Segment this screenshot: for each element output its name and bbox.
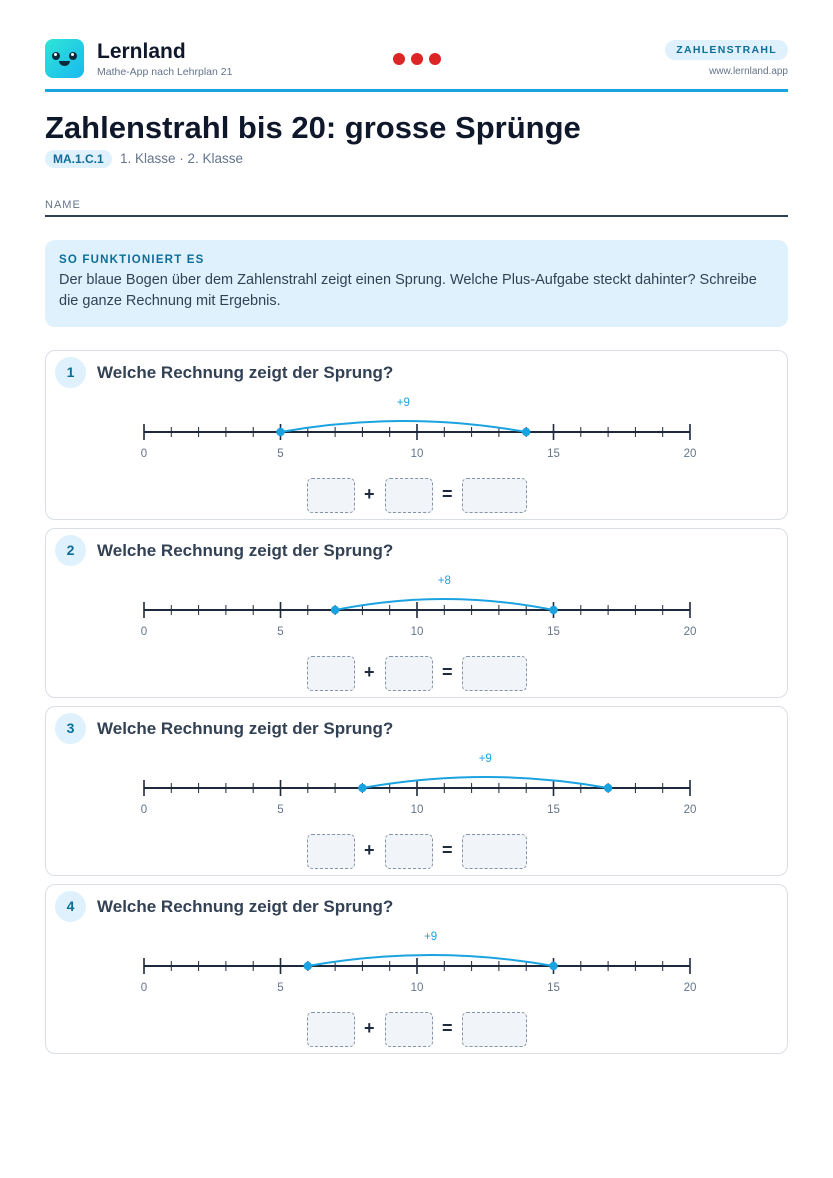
tick-label: 0 xyxy=(140,448,148,460)
summand-2-box[interactable] xyxy=(385,1012,433,1047)
jump-end-point xyxy=(522,428,530,436)
jump-end-point xyxy=(604,784,612,792)
summand-2-box[interactable] xyxy=(385,656,433,691)
tick-label: 10 xyxy=(410,804,424,816)
website-url: www.lernland.app xyxy=(709,66,788,77)
task-card xyxy=(45,528,788,698)
task-question: Welche Rechnung zeigt der Sprung? xyxy=(97,719,394,738)
jump-start-point xyxy=(304,962,312,970)
equals-sign: = xyxy=(442,662,453,682)
name-field-line[interactable] xyxy=(45,215,788,217)
equals-sign: = xyxy=(442,1018,453,1038)
topic-badge: ZAHLENSTRAHL xyxy=(665,40,788,60)
task-number: 1 xyxy=(55,357,86,388)
plus-sign: + xyxy=(364,1018,375,1038)
jump-arc xyxy=(308,955,554,966)
grade-level: 1. Klasse · 2. Klasse xyxy=(120,151,244,166)
tick-label: 5 xyxy=(277,448,284,460)
tick-label: 15 xyxy=(547,448,560,460)
tick-label: 15 xyxy=(547,804,560,816)
summand-2-box[interactable] xyxy=(385,478,433,513)
equals-sign: = xyxy=(442,484,453,504)
tick-label: 0 xyxy=(140,804,148,816)
task-number: 2 xyxy=(55,535,86,566)
number-line xyxy=(46,529,789,649)
task-number: 4 xyxy=(55,891,86,922)
task-card xyxy=(45,706,788,876)
tick-label: 20 xyxy=(683,982,697,994)
result-box[interactable] xyxy=(462,656,527,691)
tick-label: 5 xyxy=(277,626,284,638)
tick-label: 5 xyxy=(277,982,284,994)
summand-1-box[interactable] xyxy=(307,478,355,513)
tick-label: 5 xyxy=(277,804,284,816)
task-card xyxy=(45,884,788,1054)
jump-label: +8 xyxy=(437,575,451,587)
page-title: Zahlenstrahl bis 20: grosse Sprünge xyxy=(45,110,581,145)
result-box[interactable] xyxy=(462,478,527,513)
task-number: 3 xyxy=(55,713,86,744)
jump-start-point xyxy=(276,428,284,436)
jump-arc xyxy=(362,777,608,788)
curriculum-code-badge: MA.1.C.1 xyxy=(45,150,112,168)
summand-1-box[interactable] xyxy=(307,1012,355,1047)
number-line xyxy=(46,707,789,827)
task-question: Welche Rechnung zeigt der Sprung? xyxy=(97,541,394,560)
number-line xyxy=(46,885,789,1005)
plus-sign: + xyxy=(364,840,375,860)
brand-subtitle: Mathe-App nach Lehrplan 21 xyxy=(97,66,233,78)
jump-end-point xyxy=(549,606,557,614)
summand-1-box[interactable] xyxy=(307,834,355,869)
instructions-box xyxy=(45,240,788,327)
lernland-logo-icon xyxy=(45,39,84,78)
jump-end-point xyxy=(549,962,557,970)
jump-arc xyxy=(281,421,527,432)
jump-label: +9 xyxy=(478,753,492,765)
decorative-dots-icon xyxy=(393,53,441,65)
task-question: Welche Rechnung zeigt der Sprung? xyxy=(97,363,394,382)
task-question: Welche Rechnung zeigt der Sprung? xyxy=(97,897,394,916)
name-label: NAME xyxy=(45,199,81,211)
jump-start-point xyxy=(331,606,339,614)
plus-sign: + xyxy=(364,662,375,682)
equals-sign: = xyxy=(442,840,453,860)
tick-label: 15 xyxy=(547,626,560,638)
summand-1-box[interactable] xyxy=(307,656,355,691)
tick-label: 10 xyxy=(410,982,424,994)
jump-start-point xyxy=(358,784,366,792)
tick-label: 20 xyxy=(683,626,697,638)
tick-label: 10 xyxy=(410,448,424,460)
instructions-text: Der blaue Bogen über dem Zahlenstrahl zeigt einen Sprung. Welche Plus-Aufgabe steckt dahinter? Schreibe die ganze Rechnung mit Ergebnis. xyxy=(59,272,757,309)
tick-label: 15 xyxy=(547,982,560,994)
instructions-heading: SO FUNKTIONIERT ES xyxy=(59,254,205,266)
plus-sign: + xyxy=(364,484,375,504)
task-card xyxy=(45,350,788,520)
page-header xyxy=(45,38,788,92)
jump-label: +9 xyxy=(396,397,410,409)
result-box[interactable] xyxy=(462,834,527,869)
result-box[interactable] xyxy=(462,1012,527,1047)
number-line xyxy=(46,351,789,471)
jump-label: +9 xyxy=(424,931,438,943)
tick-label: 20 xyxy=(683,448,697,460)
tick-label: 0 xyxy=(140,626,148,638)
tick-label: 20 xyxy=(683,804,697,816)
brand-name: Lernland xyxy=(97,40,186,63)
tick-label: 0 xyxy=(140,982,148,994)
summand-2-box[interactable] xyxy=(385,834,433,869)
tick-label: 10 xyxy=(410,626,424,638)
